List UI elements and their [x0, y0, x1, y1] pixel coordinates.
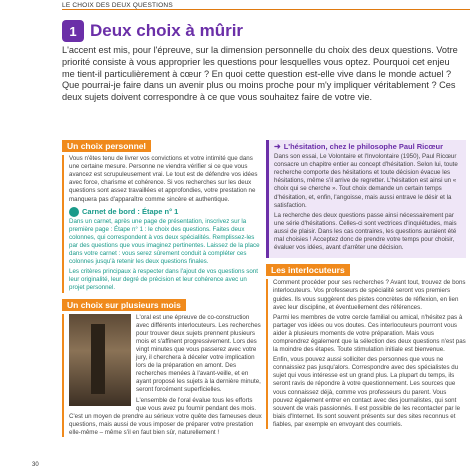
paragraph: Dans son essai, Le Volontaire et l'Involontaire (1950), Paul Ricœur consacre un chapitre entier au concept d'hésitation. Selon lui, toute recherche comporte des hésitations et toute décision évacue les hésitations, même s'il arrive de regretter. L'hésitation est ainsi un « choix qui se cherche ». Tout choix demande un certain temps d'hésitation, et, enfin, l'angoisse, mais aussi entrave le désir et la satisfaction. — [274, 153, 458, 209]
ricoeur-title: L'hésitation, chez le philosophe Paul Ricœur — [283, 142, 444, 151]
page-number: 30 — [32, 462, 39, 468]
page-title: Deux choix à mûrir — [90, 21, 244, 40]
section-interlocuteurs — [266, 279, 466, 429]
paragraph: Enfin, vous pouvez aussi solliciter des personnes que vous ne connaissiez pas jusqu'alors. Correspondre avec des spécialistes du sujet qui vous intéresse est un grand plus. La plupart du temps, ils seront ravis de répondre à votre questionnement. Les sources que vous connaissez déjà, comme vos professeurs du parent. Vous pouvez également entrer en contact avec des journalistes, qui sont souvent de vrais passionnés. Il est possible de les recontacter par le biais d'Internet. Ils sont souvent présents sur des sites reconnus et fiables, par exemple en envoyant des courriels. — [273, 356, 461, 428]
arrow-icon: ➜ — [274, 142, 281, 151]
section-head-choix-personnel: Un choix personnel — [62, 140, 151, 152]
section-head-plusieurs-mois: Un choix sur plusieurs mois — [62, 299, 186, 311]
illustration-image — [69, 314, 131, 406]
running-header: LE CHOIX DES DEUX QUESTIONS — [62, 2, 177, 9]
paragraph: L'oral est une épreuve de co-construction avec différents interlocuteurs. Les recherches pour trouver deux sujets prennent plusieurs mois et s'affinent progressivement. Lors des vingt minutes que vous passerez avec votre jury, il cherchera à déceler votre implication lors de la préparation en amont. Des recherches menées à l'avant-veille, et en ayant proposé les sujets à la dernière minute, seront forcément superficielles. — [136, 313, 261, 394]
title-row — [62, 20, 243, 42]
left-column — [62, 140, 262, 439]
header-rule — [62, 9, 470, 10]
intro-paragraph: L'accent est mis, pour l'épreuve, sur la dimension personnelle du choix des deux questions. Votre priorité consiste à vous approprier les questions pour lesquelles vous optez. Pourquoi cet enjeu me tient-il particulièrement à cœur ? En quoi cette question est-elle vive dans le monde actuel ? Que pourrai-je faire dans un avenir plus ou moins proche pour m'y impliquer véritablement ? Ces deux sujets doivent correspondre à ce que vous souhaitez faire de votre vie. — [62, 45, 458, 103]
ricoeur-heading — [274, 143, 461, 151]
carnet-heading — [69, 207, 262, 217]
notebook-icon — [69, 207, 79, 217]
section-choix-personnel — [62, 155, 262, 292]
section-plusieurs-mois — [62, 314, 262, 437]
paragraph: Vous n'êtes tenu de livrer vos convictions et votre intimité que dans une certaine mesure. Personne ne viendra vérifier si ce que vous avancez est scrupuleusement vrai. Le tout est de défendre vos idées avec force, charisme et cohérence. Si vos recherches sur les deux questions sont assez travaillées et approfondies, votre prestation ne manquera pas d'apparaître comme sincère et authentique. — [69, 155, 258, 203]
carnet-paragraph-2: Les critères principaux à respecter dans l'ajout de vos questions sont leur originalité, leur degré de précision et leur cohérence avec un projet personnel. — [69, 268, 258, 292]
paragraph: L'ensemble de l'oral évalue tous les efforts que vous avez pu fournir pendant des mois. C'est un moyen de prendre au sérieux votre quête des fameuses deux questions, mais aussi de vous imposer de préparer votre prestation elle-même – même s'il en faut bien sûr, naturellement ! — [69, 396, 262, 436]
carnet-paragraph: Dans un carnet, après une page de présentation, inscrivez sur la première page : Étape n° 1 : le choix des questions. Faites deux colonnes, qui correspondent à vos deux spécialités. Remplissez-les par des questions que vous imaginez pertinentes. Laissez de la place dans votre carnet : vous serez sûrement conduit à compléter ces colonnes jusqu'à retenir les deux questions finales. — [69, 217, 260, 266]
right-column — [266, 140, 466, 431]
paragraph: La recherche des deux questions passe ainsi nécessairement par une série d'hésitations. Celles-ci sont vectrices d'inquiétudes, mais aussi de plaisir. Dans les cas contraires, les questions auraient été mal choisies ! Acceptez donc de prendre votre temps pour choisir, évaluer vos idées, avant d'arrêter une décision. — [274, 211, 457, 252]
paragraph: Comment procéder pour ses recherches ? Avant tout, trouvez de bons interlocuteurs. Vos professeurs de spécialité seront vos premiers guides. Ils vous suggèrent des pistes concrètes de réflexion, en lien avec leur discipline, et éventuellement des références. — [273, 279, 466, 311]
ricoeur-box — [266, 140, 466, 258]
section-number-badge: 1 — [62, 20, 84, 42]
carnet-title: Carnet de bord : Étape n° 1 — [82, 206, 179, 216]
paragraph: Parmi les membres de votre cercle familial ou amical, n'hésitez pas à partager vos idées ou vos doutes. Ces interlocuteurs pourront vous aider à plusieurs moments de votre préparation. Mais vous comprendrez également que la sélection des deux questions n'est pas la moindre des étapes. Toute stimulation initiale est bienvenue. — [273, 313, 466, 354]
section-head-interlocuteurs: Les interlocuteurs — [266, 264, 350, 276]
